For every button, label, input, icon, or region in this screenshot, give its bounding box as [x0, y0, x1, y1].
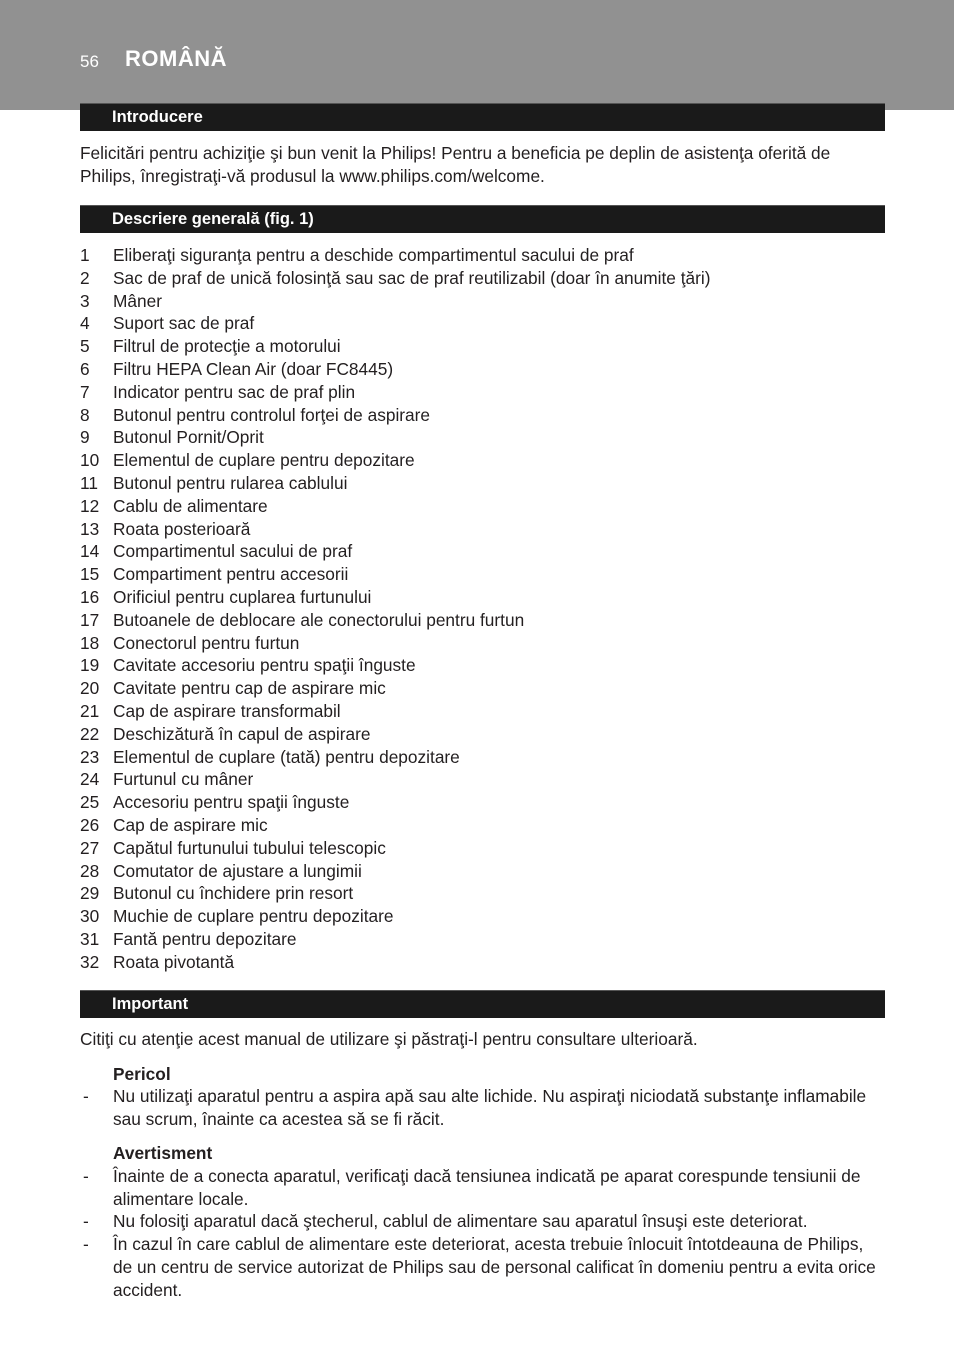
list-item-number: 28 [80, 860, 100, 881]
bullet-text: În cazul în care cablul de alimentare este deteriorat, acesta trebuie înlocuit întotdeauna de Philips, de un centru de service autorizat de Philips sau de personal calificat în domeniu pentru a evita orice accident. [113, 1234, 876, 1300]
list-item-text: Butoanele de deblocare ale conectorului pentru furtun [113, 609, 525, 630]
list-item-text: Elementul de cuplare pentru depozitare [113, 450, 415, 471]
list-item-text: Filtrul de protecţie a motorului [113, 336, 341, 357]
important-paragraph: Citiţi cu atenţie acest manual de utilizare şi păstraţi-l pentru consultare ulterioară. [80, 1029, 698, 1049]
list-item-number: 32 [80, 951, 100, 972]
list-item-text: Sac de praf de unică folosinţă sau sac de praf reutilizabil (doar în anumite ţări) [113, 267, 711, 288]
header-bar [0, 0, 954, 110]
list-item [80, 746, 886, 769]
list-item-number: 18 [80, 632, 100, 653]
list-item-number: 2 [80, 267, 90, 288]
list-item-number: 5 [80, 336, 90, 357]
list-item-text: Conectorul pentru furtun [113, 632, 300, 653]
list-item-text: Roata posterioară [113, 518, 251, 539]
list-item-text: Muchie de cuplare pentru depozitare [113, 906, 394, 927]
list-item-text: Butonul Pornit/Oprit [113, 427, 264, 448]
section-header-important [80, 990, 885, 1018]
list-item-number: 21 [80, 700, 100, 721]
bullet-dash: - [83, 1086, 89, 1106]
list-item-number: 31 [80, 928, 100, 949]
list-item-number: 10 [80, 450, 100, 471]
bullet-dash: - [83, 1211, 89, 1231]
list-item [80, 472, 886, 495]
list-item-text: Butonul pentru controlul forţei de aspirare [113, 404, 431, 425]
list-item [80, 609, 886, 632]
section-header-overview [80, 205, 885, 233]
list-item-text: Elementul de cuplare (tată) pentru depozitare [113, 746, 460, 767]
list-item [80, 632, 886, 655]
list-item [80, 882, 886, 905]
list-item [80, 791, 886, 814]
list-item-number: 6 [80, 358, 90, 379]
list-item-text: Roata pivotantă [113, 951, 235, 972]
list-item [80, 654, 886, 677]
list-item-number: 23 [80, 746, 100, 767]
bullet-text: Nu utilizaţi aparatul pentru a aspira apă sau alte lichide. Nu aspiraţi niciodată substanţe inflamabile sau scrum, înainte ca acestea să se fi răcit. [113, 1086, 867, 1129]
list-item [80, 951, 886, 974]
list-item-text: Filtru HEPA Clean Air (doar FC8445) [113, 358, 394, 379]
list-item-text: Butonul pentru rularea cablului [113, 472, 348, 493]
list-item [80, 905, 886, 928]
list-item [80, 928, 886, 951]
list-item-number: 1 [80, 245, 90, 265]
list-item [80, 860, 886, 883]
list-item-text: Cavitate accesoriu pentru spaţii înguste [113, 655, 416, 676]
list-item [80, 700, 886, 723]
language-title: ROMÂNĂ [125, 46, 227, 71]
bullet-dash: - [83, 1234, 89, 1254]
list-item-number: 30 [80, 906, 100, 927]
list-item-number: 22 [80, 723, 100, 744]
list-item-number: 3 [80, 290, 90, 311]
list-item [80, 495, 886, 518]
list-item-text: Deschizătură în capul de aspirare [113, 723, 371, 744]
section-title: Introducere [112, 108, 203, 126]
list-item-number: 16 [80, 586, 100, 607]
list-item [80, 563, 886, 586]
list-item [80, 518, 886, 541]
list-item-text: Capătul furtunului tubului telescopic [113, 837, 386, 858]
list-item-text: Compartiment pentru accesorii [113, 564, 349, 585]
list-item-text: Orificiul pentru cuplarea furtunului [113, 586, 372, 607]
list-item-number: 13 [80, 518, 100, 539]
list-item [80, 404, 886, 427]
section-title: Descriere generală (fig. 1) [112, 210, 314, 228]
bullet-dash: - [83, 1166, 89, 1186]
bullet-text: Nu folosiţi aparatul dacă ştecherul, cablul de alimentare sau aparatul însuşi este deteriorat. [113, 1211, 808, 1231]
list-item-number: 11 [80, 472, 98, 493]
list-item-number: 14 [80, 541, 100, 562]
list-item [80, 677, 886, 700]
list-item-number: 27 [80, 837, 100, 858]
list-item [80, 723, 886, 746]
list-item-text: Eliberaţi siguranţa pentru a deschide compartimentul sacului de praf [113, 245, 634, 265]
list-item-number: 7 [80, 381, 90, 402]
list-item [80, 586, 886, 609]
intro-paragraph: Felicitări pentru achiziţie şi bun venit la Philips! Pentru a beneficia pe deplin de asistenţa oferită de Philips, înregistraţi-vă produsul la www.philips.com/welcome. [80, 143, 831, 186]
list-item [80, 814, 886, 837]
list-item-number: 9 [80, 427, 90, 448]
list-item-number: 17 [80, 609, 100, 630]
list-item [80, 244, 886, 267]
list-item [80, 837, 886, 860]
list-item-text: Indicator pentru sac de praf plin [113, 381, 356, 402]
warning-heading: Avertisment [113, 1143, 213, 1163]
list-item-number: 20 [80, 678, 100, 699]
list-item [80, 267, 886, 290]
list-item-text: Compartimentul sacului de praf [113, 541, 353, 562]
list-item-text: Cavitate pentru cap de aspirare mic [113, 678, 386, 699]
list-item-text: Butonul cu închidere prin resort [113, 883, 354, 904]
list-item-text: Mâner [113, 290, 162, 311]
section-title: Important [112, 995, 189, 1013]
list-item-text: Cablu de alimentare [113, 495, 268, 516]
list-item-text: Suport sac de praf [113, 313, 255, 334]
list-item [80, 358, 886, 381]
list-item-text: Accesoriu pentru spaţii înguste [113, 792, 350, 813]
list-item-number: 29 [80, 883, 100, 904]
list-item [80, 381, 886, 404]
list-item-number: 19 [80, 655, 100, 676]
list-item [80, 290, 886, 313]
list-item-text: Cap de aspirare mic [113, 814, 268, 835]
list-item [80, 335, 886, 358]
list-item [80, 449, 886, 472]
list-item-number: 15 [80, 564, 100, 585]
list-item-number: 26 [80, 814, 100, 835]
list-item [80, 540, 886, 563]
danger-heading: Pericol [113, 1064, 171, 1084]
list-item-text: Comutator de ajustare a lungimii [113, 860, 362, 881]
page-number: 56 [80, 52, 99, 71]
list-item [80, 312, 886, 335]
list-item-text: Furtunul cu mâner [113, 769, 254, 790]
list-item-text: Fantă pentru depozitare [113, 928, 297, 949]
section-header-intro [80, 103, 885, 131]
list-item-text: Cap de aspirare transformabil [113, 700, 341, 721]
list-item [80, 426, 886, 449]
list-item-number: 12 [80, 495, 100, 516]
list-item-number: 8 [80, 404, 90, 425]
bullet-text: Înainte de a conecta aparatul, verificaţi dacă tensiunea indicată pe aparat corespunde tensiunii de alimentare locale. [113, 1166, 861, 1209]
list-item-number: 4 [80, 313, 90, 334]
list-item-number: 25 [80, 792, 100, 813]
list-item [80, 768, 886, 791]
overview-list [80, 244, 886, 974]
list-item-number: 24 [80, 769, 100, 790]
